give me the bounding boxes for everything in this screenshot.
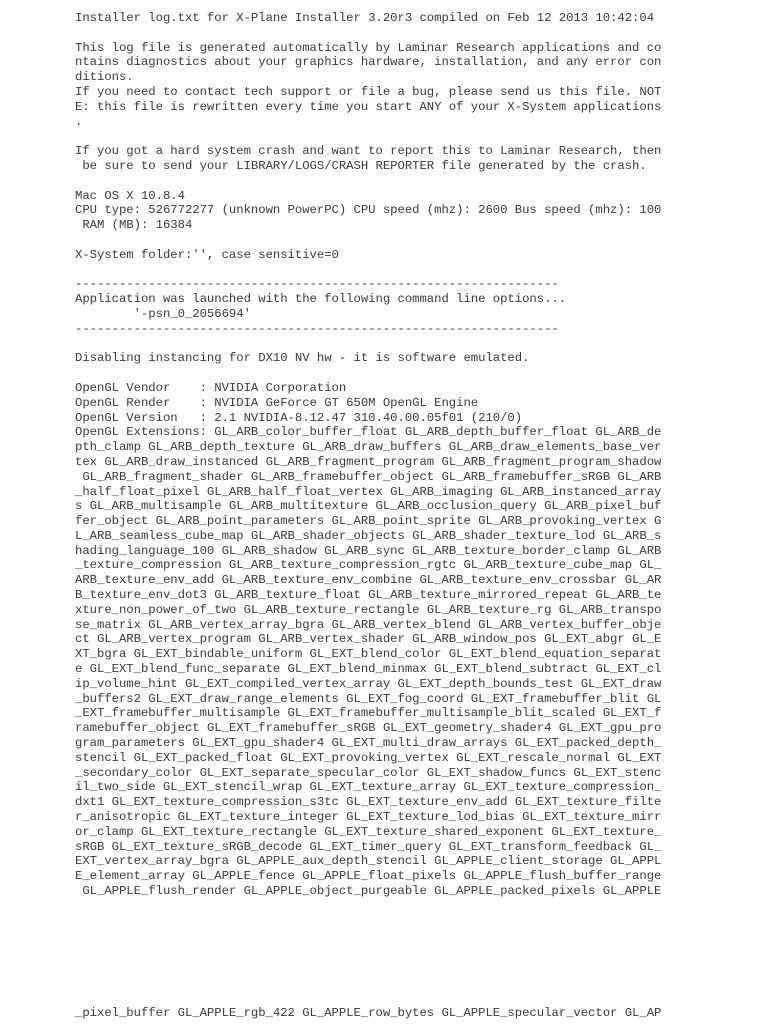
log-line: _half_float_pixel GL_ARB_half_float_vertex GL_ARB_imaging GL_ARB_instanced_array xyxy=(75,484,662,499)
log-line: E_element_array GL_APPLE_fence GL_APPLE_float_pixels GL_APPLE_flush_buffer_range xyxy=(75,869,662,884)
log-line: OpenGL Vendor : NVIDIA Corporation xyxy=(75,380,347,395)
log-line: ------------------------------------------------------------------ xyxy=(75,321,559,336)
log-line: stencil GL_EXT_packed_float GL_EXT_provoking_vertex GL_EXT_rescale_normal GL_EXT xyxy=(75,750,662,765)
log-line: OpenGL Render : NVIDIA GeForce GT 650M OpenGL Engine xyxy=(75,395,479,410)
log-line: OpenGL Version : 2.1 NVIDIA-8.12.47 310.40.00.05f01 (210/0) xyxy=(75,410,523,425)
log-line xyxy=(75,233,765,248)
log-line: ntains diagnostics about your graphics hardware, installation, and any error con xyxy=(75,55,662,70)
log-line: e GL_EXT_blend_func_separate GL_EXT_blend_minmax GL_EXT_blend_subtract GL_EXT_cl xyxy=(75,662,662,677)
log-line xyxy=(75,337,765,352)
log-line: B_texture_env_dot3 GL_ARB_texture_float GL_ARB_texture_mirrored_repeat GL_ARB_te xyxy=(75,588,662,603)
log-line: EXT_vertex_array_bgra GL_APPLE_aux_depth_stencil GL_APPLE_client_storage GL_APPL xyxy=(75,854,662,869)
log-line: E: this file is rewritten every time you start ANY of your X-System applications xyxy=(75,99,662,114)
log-line: se_matrix GL_ARB_vertex_array_bgra GL_ARB_vertex_blend GL_ARB_vertex_buffer_obje xyxy=(75,617,662,632)
log-line: OpenGL Extensions: GL_ARB_color_buffer_float GL_ARB_depth_buffer_float GL_ARB_de xyxy=(75,425,662,440)
log-line: . xyxy=(75,114,83,129)
log-line: ip_volume_hint GL_EXT_compiled_vertex_array GL_EXT_depth_bounds_test GL_EXT_draw xyxy=(75,676,662,691)
log-line: fer_object GL_ARB_point_parameters GL_ARB_point_sprite GL_ARB_provoking_vertex G xyxy=(75,514,662,529)
log-line: GL_APPLE_flush_render GL_APPLE_object_purgeable GL_APPLE_packed_pixels GL_APPLE xyxy=(75,884,662,899)
log-line: CPU type: 526772277 (unknown PowerPC) CPU speed (mhz): 2600 Bus speed (mhz): 100 xyxy=(75,203,662,218)
log-line: ramebuffer_object GL_EXT_framebuffer_sRGB GL_EXT_geometry_shader4 GL_EXT_gpu_pro xyxy=(75,721,662,736)
log-line: _buffers2 GL_EXT_draw_range_elements GL_EXT_fog_coord GL_EXT_framebuffer_blit GL xyxy=(75,691,662,706)
log-line: Installer log.txt for X-Plane Installer 3.20r3 compiled on Feb 12 2013 10:42:04 xyxy=(75,11,655,25)
log-line: ct GL_ARB_vertex_program GL_ARB_vertex_shader GL_ARB_window_pos GL_EXT_abgr GL_E xyxy=(75,632,662,647)
log-line: '-psn_0_2056694' xyxy=(75,306,251,321)
log-line: pth_clamp GL_ARB_depth_texture GL_ARB_draw_buffers GL_ARB_draw_elements_base_ver xyxy=(75,440,662,455)
log-line: or_clamp GL_EXT_texture_rectangle GL_EXT_texture_shared_exponent GL_EXT_texture_ xyxy=(75,824,662,839)
log-line: If you need to contact tech support or file a bug, please send us this file. NOT xyxy=(75,84,662,99)
log-line xyxy=(75,366,765,381)
log-line: dxt1 GL_EXT_texture_compression_s3tc GL_EXT_texture_env_add GL_EXT_texture_filte xyxy=(75,795,662,810)
log-line: r_anisotropic GL_EXT_texture_integer GL_EXT_texture_lod_bias GL_EXT_texture_mirr xyxy=(75,810,662,825)
log-text xyxy=(75,11,765,899)
log-line: L_ARB_seamless_cube_map GL_ARB_shader_objects GL_ARB_shader_texture_lod GL_ARB_s xyxy=(75,528,662,543)
log-line: il_two_side GL_EXT_stencil_wrap GL_EXT_texture_array GL_EXT_texture_compression_ xyxy=(75,780,662,795)
log-line: If you got a hard system crash and want to report this to Laminar Research, then xyxy=(75,144,662,159)
log-line: XT_bgra GL_EXT_bindable_uniform GL_EXT_blend_color GL_EXT_blend_equation_separat xyxy=(75,647,662,662)
log-line: GL_ARB_fragment_shader GL_ARB_framebuffer_object GL_ARB_framebuffer_sRGB GL_ARB xyxy=(75,469,662,484)
log-line: s GL_ARB_multisample GL_ARB_multitexture GL_ARB_occlusion_query GL_ARB_pixel_buf xyxy=(75,499,662,514)
log-line: tex GL_ARB_draw_instanced GL_ARB_fragment_program GL_ARB_fragment_program_shadow xyxy=(75,454,662,469)
log-line xyxy=(75,263,765,278)
log-line: ditions. xyxy=(75,70,134,85)
log-line xyxy=(75,26,765,41)
log-line: gram_parameters GL_EXT_gpu_shader4 GL_EXT_multi_draw_arrays GL_EXT_packed_depth_ xyxy=(75,736,662,751)
log-line: Mac OS X 10.8.4 xyxy=(75,188,185,203)
log-line: ------------------------------------------------------------------ xyxy=(75,277,559,292)
log-line: xture_non_power_of_two GL_ARB_texture_rectangle GL_ARB_texture_rg GL_ARB_transpo xyxy=(75,602,662,617)
log-line: ARB_texture_env_add GL_ARB_texture_env_combine GL_ARB_texture_env_crossbar GL_AR xyxy=(75,573,662,588)
log-line: _texture_compression GL_ARB_texture_compression_rgtc GL_ARB_texture_cube_map GL_ xyxy=(75,558,662,573)
log-line: _EXT_framebuffer_multisample GL_EXT_framebuffer_multisample_blit_scaled GL_EXT_f xyxy=(75,706,662,721)
log-continuation-line: _pixel_buffer GL_APPLE_rgb_422 GL_APPLE_row_bytes GL_APPLE_specular_vector GL_AP xyxy=(75,1006,662,1020)
log-line: RAM (MB): 16384 xyxy=(75,218,193,233)
log-line: Disabling instancing for DX10 NV hw - it is software emulated. xyxy=(75,351,530,366)
log-line: hading_language_100 GL_ARB_shadow GL_ARB_sync GL_ARB_texture_border_clamp GL_ARB xyxy=(75,543,662,558)
log-line: This log file is generated automatically by Laminar Research applications and co xyxy=(75,40,662,55)
log-line: Application was launched with the following command line options... xyxy=(75,292,567,307)
log-line: be sure to send your LIBRARY/LOGS/CRASH REPORTER file generated by the crash. xyxy=(75,158,647,173)
log-line: sRGB GL_EXT_texture_sRGB_decode GL_EXT_timer_query GL_EXT_transform_feedback GL_ xyxy=(75,839,662,854)
log-line: X-System folder:'', case sensitive=0 xyxy=(75,247,339,262)
log-line xyxy=(75,129,765,144)
log-line xyxy=(75,174,765,189)
log-line: _secondary_color GL_EXT_separate_specular_color GL_EXT_shadow_funcs GL_EXT_stenc xyxy=(75,765,662,780)
